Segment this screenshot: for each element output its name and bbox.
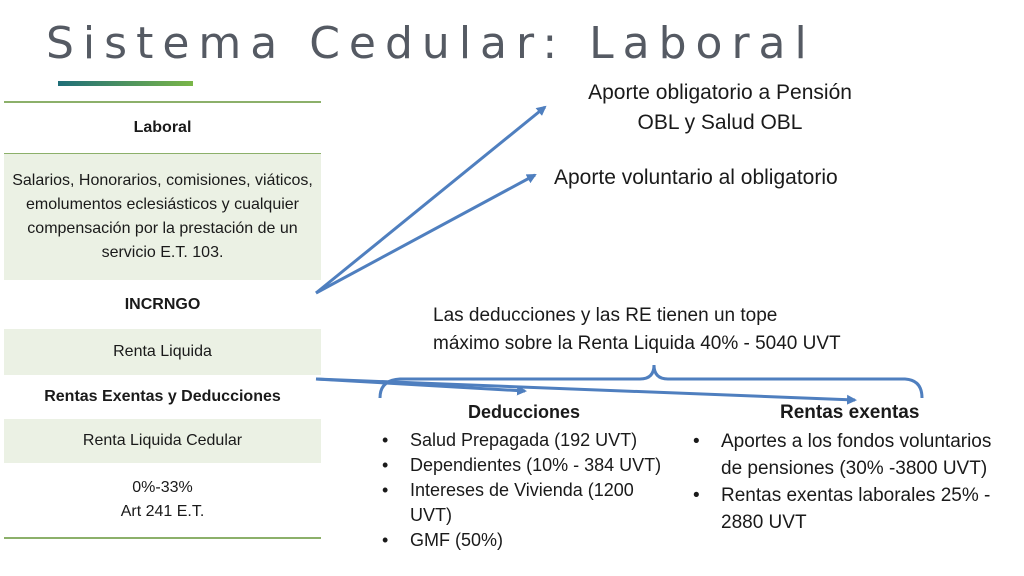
arrow-to-rentas-exentas: [316, 379, 855, 400]
page-title: Sistema Cedular: Laboral: [46, 18, 816, 69]
table-row-ingresos: Salarios, Honorarios, comisiones, viáticos, emolumentos eclesiásticos y cualquier compensación por la prestación de un servicio E.T. 103.: [4, 153, 321, 280]
table-row-incrngo: INCRNGO: [124, 295, 201, 313]
list-item: • GMF (50%): [376, 528, 666, 553]
list-item: • Dependientes (10% - 384 UVT): [376, 453, 666, 478]
list-item: • Rentas exentas laborales 25% - 2880 UVT: [687, 482, 1017, 536]
aporte-voluntario-label: Aporte voluntario al obligatorio: [554, 166, 838, 189]
aporte-obligatorio-label: Aporte obligatorio a Pensión OBL y Salud OBL: [588, 81, 852, 134]
table-row-renta-liquida: Renta Liquida: [4, 329, 321, 375]
arrow-to-aporte-voluntario: [316, 175, 535, 293]
table-row-renta-liquida-cedular: Renta Liquida Cedular: [4, 419, 321, 463]
list-item: • Intereses de Vivienda (1200 UVT): [376, 478, 666, 528]
list-item: • Salud Prepagada (192 UVT): [376, 428, 666, 453]
tope-note: Las deducciones y las RE tienen un tope máximo sobre la Renta Liquida 40% - 5040 UVT: [433, 305, 841, 354]
table-row-tarifa: 0%-33% Art 241 E.T.: [120, 479, 205, 520]
table-row-laboral: Laboral: [133, 119, 192, 136]
table-row-rentas-exentas-deducciones: Rentas Exentas y Deducciones: [44, 388, 281, 405]
rentas-exentas-heading: Rentas exentas: [780, 402, 920, 423]
list-item: • Aportes a los fondos voluntarios de pensiones (30% -3800 UVT): [687, 428, 1017, 482]
deducciones-heading: Deducciones: [468, 402, 581, 422]
rentas-exentas-list: [687, 428, 1017, 536]
deducciones-list: [376, 428, 666, 553]
arrow-to-aporte-obligatorio: [316, 107, 545, 293]
